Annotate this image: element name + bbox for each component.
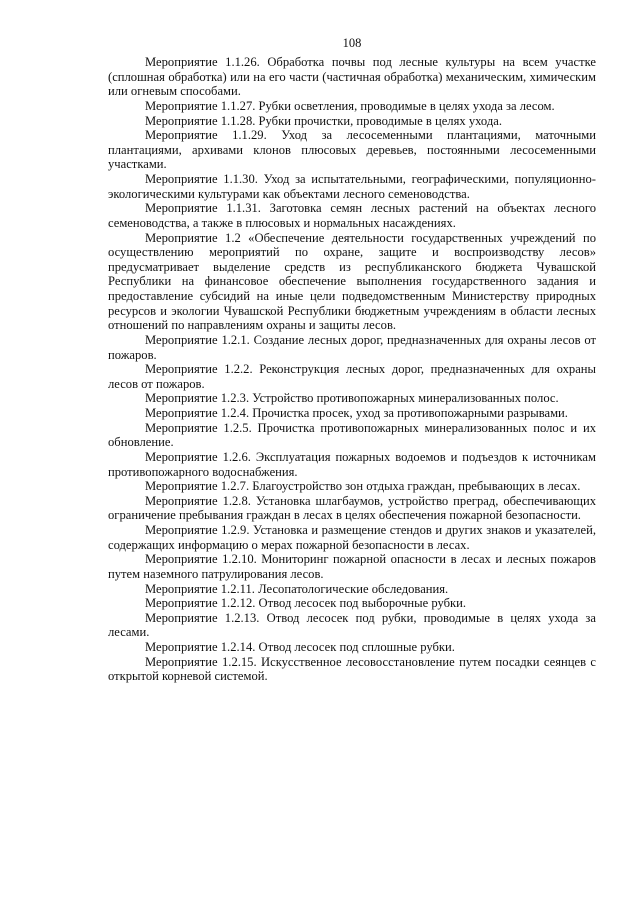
document-body [108, 55, 596, 684]
paragraph: Мероприятие 1.2.1. Создание лесных дорог, предназначенных для охраны лесов от пожаров. [108, 332, 596, 362]
paragraph: Мероприятие 1.2.4. Прочистка просек, уход за противопожарными разрывами. [145, 406, 568, 420]
paragraph: Мероприятие 1.2.3. Устройство противопожарных минерализованных полос. [145, 391, 559, 406]
paragraph: Мероприятие 1.1.26. Обработка почвы под лесные культуры на всем участке (сплошная обработка) или на его части (частичная обработка) механическим, химическим или огневым способами. [108, 55, 596, 99]
paragraph: Мероприятие 1.1.27. Рубки осветления, проводимые в целях ухода за лесом. [145, 98, 555, 113]
paragraph: Мероприятие 1.2.15. Искусственное лесовосстановление путем посадки сеянцев с открытой корневой системой. [108, 654, 596, 684]
paragraph: Мероприятие 1.2.6. Эксплуатация пожарных водоемов и подъездов к источникам противопожарного водоснабжения. [108, 449, 596, 479]
paragraph: Мероприятие 1.2.10. Мониторинг пожарной опасности в лесах и лесных пожаров путем наземного патрулирования лесов. [108, 552, 596, 581]
paragraph: Мероприятие 1.2.5. Прочистка противопожарных минерализованных полос и их обновление. [108, 420, 596, 450]
paragraph: Мероприятие 1.1.28. Рубки прочистки, проводимые в целях ухода. [145, 113, 503, 128]
paragraph: Мероприятие 1.1.31. Заготовка семян лесных растений на объектах лесного семеноводства, а также в плюсовых и нормальных насаждениях. [108, 201, 596, 230]
document-page [108, 36, 596, 684]
paragraph: Мероприятие 1.2.12. Отвод лесосек под выборочные рубки. [145, 596, 467, 611]
paragraph: Мероприятие 1.2.9. Установка и размещение стендов и других знаков и указателей, содержащих информацию о мерах пожарной безопасности в лесах. [108, 523, 596, 552]
paragraph: Мероприятие 1.1.30. Уход за испытательными, географическими, популяционно-экологическими культурами как объектами лесного семеноводства. [108, 172, 596, 201]
page-number: 108 [342, 36, 362, 50]
paragraph: Мероприятие 1.2.2. Реконструкция лесных дорог, предназначенных для охраны лесов от пожаров. [108, 362, 596, 391]
paragraph: Мероприятие 1.2 «Обеспечение деятельности государственных учреждений по осуществлению мероприятий по охране, защите и воспроизводству лесов» предусматривает выделение средств из республиканского бюджета Чувашской Республики на финансовое обеспечение выполнения государственного задания и предоставление субсидий на иные цели подведомственным Министерству природных ресурсов и экологии Чувашской Республики бюджетным учреждениям в области лесных отношений по направлениям охраны и защиты лесов. [108, 230, 596, 333]
paragraph: Мероприятие 1.2.7. Благоустройство зон отдыха граждан, пребывающих в лесах. [145, 479, 581, 494]
paragraph: Мероприятие 1.1.29. Уход за лесосеменными плантациями, маточными плантациями, архивами клонов плюсовых деревьев, постоянными лесосеменными участками. [108, 128, 596, 172]
paragraph: Мероприятие 1.2.14. Отвод лесосек под сплошные рубки. [145, 640, 455, 654]
paragraph: Мероприятие 1.2.11. Лесопатологические обследования. [145, 581, 449, 596]
paragraph: Мероприятие 1.2.8. Установка шлагбаумов, устройство преград, обеспечивающих ограничение пребывания граждан в лесах в целях обеспечения пожарной безопасности. [108, 493, 596, 523]
paragraph: Мероприятие 1.2.13. Отвод лесосек под рубки, проводимые в целях ухода за лесами. [108, 610, 596, 640]
